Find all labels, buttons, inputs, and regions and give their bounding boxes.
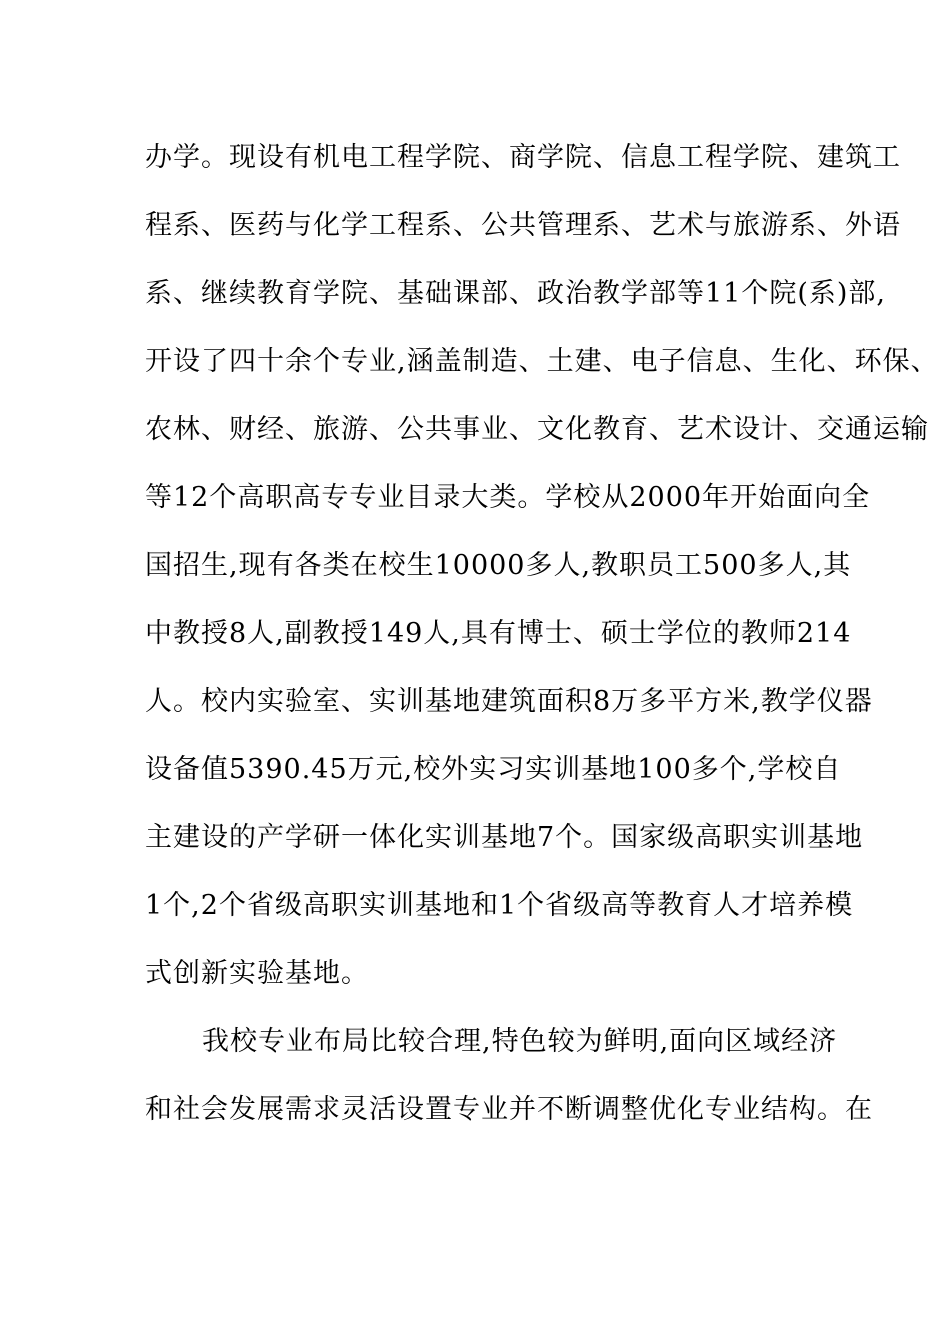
text-line-13: 式创新实验基地。 <box>145 958 369 989</box>
text-line-14: 我校专业布局比较合理,特色较为鲜明,面向区域经济 <box>202 1026 838 1057</box>
text-line-6: 等12个高职高专专业目录大类。学校从2000年开始面向全 <box>145 482 871 513</box>
text-line-7: 国招生,现有各类在校生10000多人,教职员工500多人,其 <box>145 550 852 581</box>
text-line-12: 1个,2个省级高职实训基地和1个省级高等教育人才培养模 <box>145 890 854 921</box>
text-line-4: 开设了四十余个专业,涵盖制造、土建、电子信息、生化、环保、 <box>145 346 939 377</box>
text-line-11: 主建设的产学研一体化实训基地7个。国家级高职实训基地 <box>145 822 864 853</box>
text-line-3: 系、继续教育学院、基础课部、政治教学部等11个院(系)部, <box>145 278 887 309</box>
text-line-9: 人。校内实验室、实训基地建筑面积8万多平方米,教学仪器 <box>145 686 873 717</box>
text-line-5: 农林、财经、旅游、公共事业、文化教育、艺术设计、交通运输 <box>145 414 929 445</box>
text-line-1: 办学。现设有机电工程学院、商学院、信息工程学院、建筑工 <box>145 142 901 173</box>
text-line-10: 设备值5390.45万元,校外实习实训基地100多个,学校自 <box>145 754 842 785</box>
body-text <box>145 134 939 1154</box>
text-line-2: 程系、医药与化学工程系、公共管理系、艺术与旅游系、外语 <box>145 210 901 241</box>
text-line-8: 中教授8人,副教授149人,具有博士、硕士学位的教师214 <box>145 618 852 649</box>
text-line-15: 和社会发展需求灵活设置专业并不断调整优化专业结构。在 <box>145 1094 873 1125</box>
